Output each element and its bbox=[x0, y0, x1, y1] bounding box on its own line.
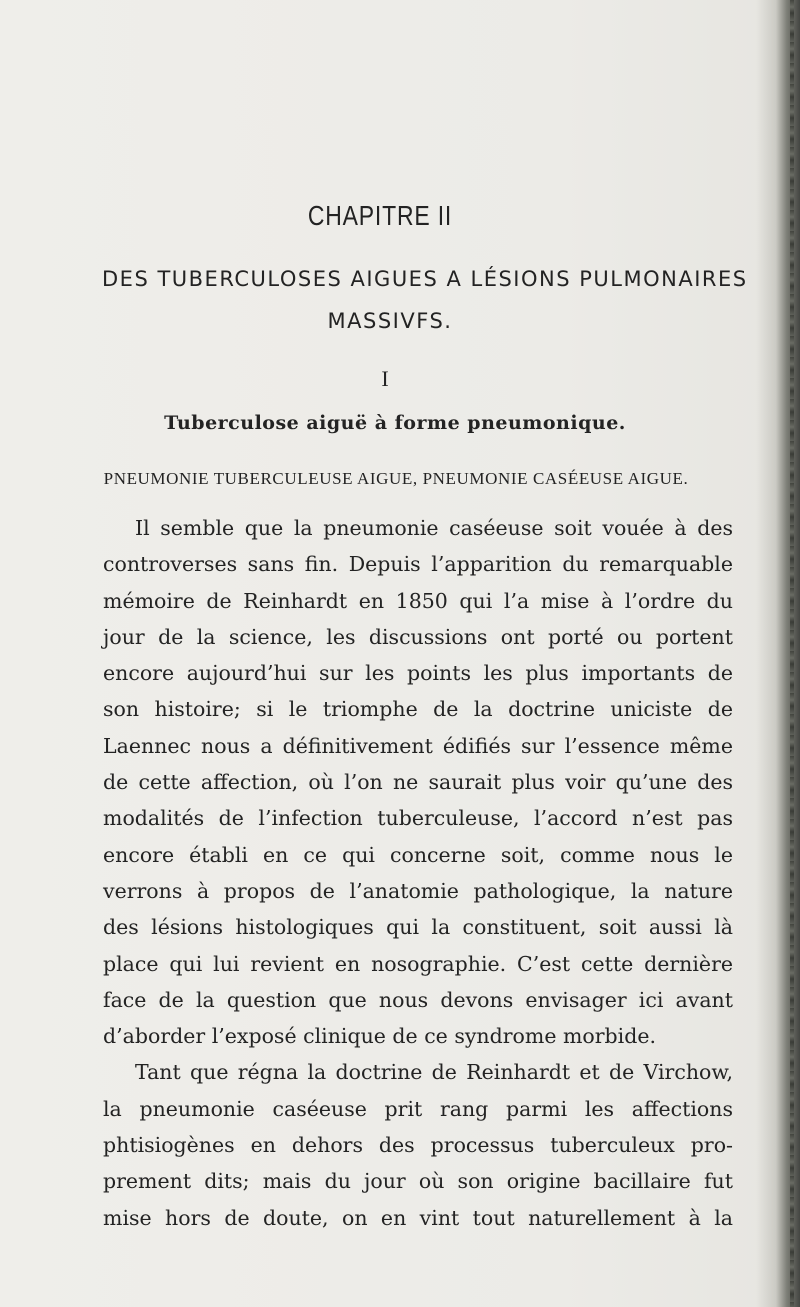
text-line: verrons à propos de l’anatomie pathologique, la nature bbox=[103, 878, 733, 903]
text-line: Tant que régna la doctrine de Reinhardt et de Virchow, bbox=[135, 1060, 733, 1085]
text-line: Laennec nous a définitivement édifiés sur l’essence même bbox=[103, 733, 733, 758]
text-line: jour de la science, les discussions ont porté ou portent bbox=[103, 624, 733, 649]
section-subtitle: PNEUMONIE TUBERCULEUSE AIGUE, PNEUMONIE CASÉEUSE AIGUE. bbox=[103, 469, 689, 488]
chapter-heading: CHAPITRE II bbox=[307, 200, 453, 231]
section-number: I bbox=[381, 366, 389, 391]
text-line: mémoire de Reinhardt en 1850 qui l’a mise à l’ordre du bbox=[103, 588, 733, 613]
chapter-title-line-1: DES TUBERCULOSES AIGUES A LÉSIONS PULMONAIRES bbox=[102, 267, 748, 291]
section-title: Tuberculose aiguë à forme pneumonique. bbox=[164, 412, 626, 434]
text-line: encore établi en ce qui concerne soit, comme nous le bbox=[103, 842, 733, 867]
body-text bbox=[103, 510, 733, 1236]
text-line: son histoire; si le triomphe de la doctrine uniciste de bbox=[103, 697, 733, 722]
text-line: modalités de l’infection tuberculeuse, l’accord n’est pas bbox=[103, 806, 733, 831]
text-line: face de la question que nous devons envisager ici avant bbox=[103, 987, 733, 1012]
text-line: de cette affection, où l’on ne saurait plus voir qu’une des bbox=[103, 770, 733, 795]
text-line: mise hors de doute, on en vint tout naturellement à la bbox=[103, 1205, 733, 1230]
text-line: phtisiogènes en dehors des processus tuberculeux pro- bbox=[103, 1133, 733, 1158]
text-line: prement dits; mais du jour où son origine bacillaire fut bbox=[103, 1169, 733, 1194]
chapter-title-line-2: MASSIVFS. bbox=[327, 309, 453, 333]
text-line: des lésions histologiques qui la constituent, soit aussi là bbox=[103, 915, 733, 940]
text-line: controverses sans fin. Depuis l’apparition du remarquable bbox=[103, 552, 733, 577]
text-line: la pneumonie caséeuse prit rang parmi les affections bbox=[103, 1096, 733, 1121]
text-line: encore aujourd’hui sur les points les plus importants de bbox=[103, 661, 733, 686]
text-line: place qui lui revient en nosographie. C’est cette dernière bbox=[103, 951, 733, 976]
text-line: Il semble que la pneumonie caséeuse soit vouée à des bbox=[135, 516, 733, 540]
page-binding-edge bbox=[790, 0, 794, 1307]
text-line: d’aborder l’exposé clinique de ce syndrome morbide. bbox=[103, 1024, 657, 1049]
